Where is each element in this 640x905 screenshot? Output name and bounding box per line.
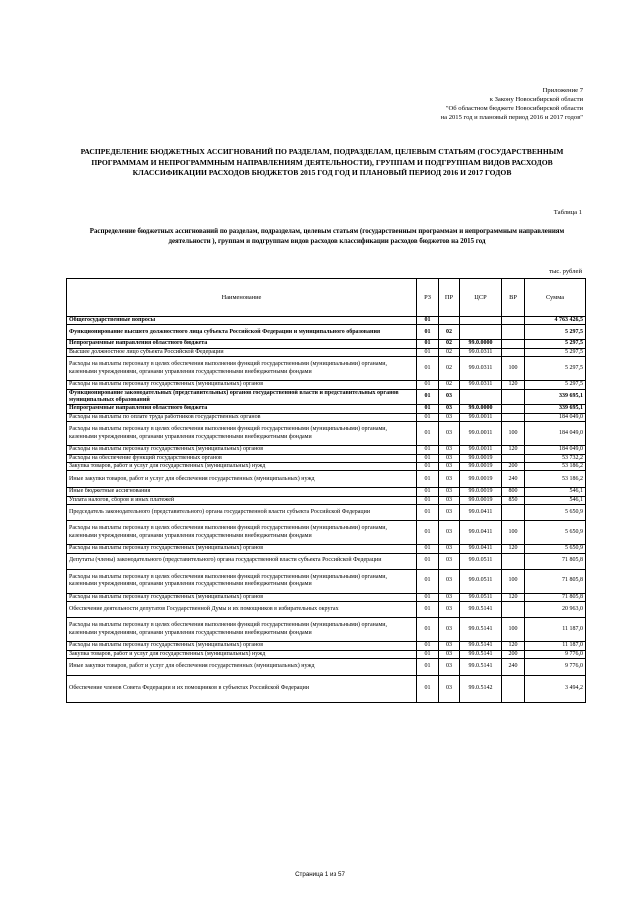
table-row <box>67 463 586 471</box>
cell-vr: 100 <box>502 618 525 642</box>
cell-sum: 9 776,0 <box>525 650 586 658</box>
cell-name: Председатель законодательного (представительного) органа государственной власти субъекта Российской Федерации <box>67 505 417 521</box>
page-footer: Страница 1 из 57 <box>295 871 345 878</box>
cell-csr <box>460 317 502 325</box>
cell-name: Непрограммные направления областного бюджета <box>67 405 417 413</box>
cell-sum: 5 297,5 <box>525 340 586 348</box>
cell-sum: 5 650,9 <box>525 545 586 553</box>
cell-rz: 01 <box>417 454 439 462</box>
cell-name: Общегосударственные вопросы <box>67 317 417 325</box>
cell-rz: 01 <box>417 405 439 413</box>
cell-rz: 01 <box>417 553 439 569</box>
cell-name: Обеспечение членов Совета Федерации и их помощников в субъектах Российской Федерации <box>67 675 417 702</box>
cell-rz: 01 <box>417 521 439 545</box>
cell-sum: 53 186,2 <box>525 471 586 488</box>
cell-rz: 01 <box>417 569 439 593</box>
header-vr: ВР <box>502 279 525 317</box>
cell-pr: 03 <box>439 602 460 618</box>
cell-name: Высшее должностное лицо субъекта Российской Федерации <box>67 348 417 356</box>
table-row <box>67 389 586 405</box>
cell-pr: 03 <box>439 496 460 504</box>
cell-sum: 71 805,8 <box>525 569 586 593</box>
cell-pr: 03 <box>439 521 460 545</box>
cell-rz: 01 <box>417 381 439 389</box>
cell-vr: 800 <box>502 488 525 496</box>
cell-rz: 01 <box>417 325 439 340</box>
cell-sum: 184 049,0 <box>525 446 586 454</box>
cell-rz: 01 <box>417 348 439 356</box>
cell-pr: 03 <box>439 618 460 642</box>
table-row <box>67 658 586 675</box>
cell-sum: 53 732,2 <box>525 454 586 462</box>
cell-sum: 339 695,1 <box>525 405 586 413</box>
attachment-line: на 2015 год и плановый период 2016 и 2017 годов" <box>440 114 583 121</box>
cell-csr: 99.0.0019 <box>460 488 502 496</box>
cell-name: Расходы на выплаты персоналу государственных (муниципальных) органов <box>67 446 417 454</box>
cell-csr: 99.0.0019 <box>460 471 502 488</box>
cell-sum: 339 695,1 <box>525 389 586 405</box>
cell-vr: 100 <box>502 422 525 446</box>
cell-rz: 01 <box>417 422 439 446</box>
table-row <box>67 569 586 593</box>
cell-csr: 99.0.0411 <box>460 505 502 521</box>
cell-vr: 200 <box>502 463 525 471</box>
cell-rz: 01 <box>417 488 439 496</box>
cell-name: Обеспечение деятельности депутатов Государственной Думы и их помощников в избирательных округах <box>67 602 417 618</box>
cell-pr: 03 <box>439 413 460 421</box>
cell-pr <box>439 317 460 325</box>
table-row <box>67 405 586 413</box>
cell-pr: 02 <box>439 340 460 348</box>
table-row <box>67 521 586 545</box>
cell-vr: 100 <box>502 569 525 593</box>
table-row <box>67 618 586 642</box>
cell-pr: 03 <box>439 389 460 405</box>
cell-rz: 01 <box>417 618 439 642</box>
cell-pr: 03 <box>439 658 460 675</box>
cell-vr <box>502 505 525 521</box>
table-row <box>67 413 586 421</box>
cell-csr: 99.0.0311 <box>460 357 502 381</box>
cell-vr <box>502 340 525 348</box>
cell-csr: 99.0.0000 <box>460 340 502 348</box>
cell-pr: 03 <box>439 593 460 601</box>
cell-csr: 99.0.5141 <box>460 650 502 658</box>
cell-pr: 02 <box>439 325 460 340</box>
cell-name: Расходы на выплаты персоналу в целях обеспечения выполнения функций государственными (муниципальными) органами, казенными учреждениями, органами управления государственными внебюджетными фондами <box>67 618 417 642</box>
cell-csr: 99.0.5141 <box>460 658 502 675</box>
cell-sum: 5 297,5 <box>525 325 586 340</box>
cell-csr: 99.0.0411 <box>460 545 502 553</box>
cell-csr: 99.0.0019 <box>460 496 502 504</box>
cell-sum: 546,1 <box>525 496 586 504</box>
cell-csr: 99.0.5141 <box>460 642 502 650</box>
cell-vr: 200 <box>502 650 525 658</box>
cell-sum: 11 187,0 <box>525 618 586 642</box>
cell-name: Функционирование высшего должностного лица субъекта Российской Федерации и муниципального образования <box>67 325 417 340</box>
table-row <box>67 553 586 569</box>
cell-rz: 01 <box>417 675 439 702</box>
cell-vr <box>502 602 525 618</box>
cell-csr: 99.0.0000 <box>460 405 502 413</box>
cell-name: Расходы на выплаты персоналу государственных (муниципальных) органов <box>67 642 417 650</box>
cell-name: Иные закупки товаров, работ и услуг для обеспечения государственных (муниципальных) нужд <box>67 471 417 488</box>
table-row <box>67 642 586 650</box>
cell-vr <box>502 325 525 340</box>
cell-sum: 5 297,5 <box>525 357 586 381</box>
cell-rz: 01 <box>417 357 439 381</box>
budget-table <box>66 278 586 703</box>
cell-name: Депутаты (члены) законодательного (представительного) органа государственной власти субъекта Российской Федерации <box>67 553 417 569</box>
table-row <box>67 446 586 454</box>
cell-name: Расходы на выплаты персоналу государственных (муниципальных) органов <box>67 545 417 553</box>
cell-vr: 120 <box>502 381 525 389</box>
cell-csr: 99.0.0511 <box>460 553 502 569</box>
cell-name: Расходы на выплаты персоналу в целях обеспечения выполнения функций государственными (муниципальными) органами, казенными учреждениями, органами управления государственными внебюджетными фондами <box>67 357 417 381</box>
cell-name: Иные бюджетные ассигнования <box>67 488 417 496</box>
cell-csr: 99.0.0311 <box>460 348 502 356</box>
cell-rz: 01 <box>417 463 439 471</box>
cell-name: Непрограммные направления областного бюджета <box>67 340 417 348</box>
cell-sum: 5 297,5 <box>525 381 586 389</box>
attachment-line: Приложение 7 <box>542 87 583 94</box>
table-row <box>67 471 586 488</box>
cell-name: Уплата налогов, сборов и иных платежей <box>67 496 417 504</box>
cell-rz: 01 <box>417 650 439 658</box>
cell-rz: 01 <box>417 545 439 553</box>
cell-pr: 03 <box>439 422 460 446</box>
cell-rz: 01 <box>417 593 439 601</box>
cell-pr: 03 <box>439 488 460 496</box>
cell-vr: 120 <box>502 545 525 553</box>
cell-sum: 546,1 <box>525 488 586 496</box>
cell-vr: 100 <box>502 521 525 545</box>
table-row <box>67 325 586 340</box>
table-number: Таблица 1 <box>553 209 582 216</box>
cell-csr: 99.0.0411 <box>460 521 502 545</box>
table-row <box>67 496 586 504</box>
cell-vr <box>502 405 525 413</box>
table-row <box>67 488 586 496</box>
table-row <box>67 505 586 521</box>
cell-pr: 03 <box>439 553 460 569</box>
cell-rz: 01 <box>417 496 439 504</box>
document-title: РАСПРЕДЕЛЕНИЕ БЮДЖЕТНЫХ АССИГНОВАНИЙ ПО РАЗДЕЛАМ, ПОДРАЗДЕЛАМ, ЦЕЛЕВЫМ СТАТЬЯМ (ГОСУДАРСТВЕННЫМ ПРОГРАММАМ И НЕПРОГРАММНЫМ НАПРАВЛЕНИЯМ ДЕЯТЕЛЬНОСТИ), ГРУППАМ И ПОДГРУППАМ ВИДОВ РАСХОДОВ КЛАССИФИКАЦИИ РАСХОДОВ БЮДЖЕТОВ 2015 ГОД ГОД И ПЛАНОВЫЙ ПЕРИОД 2016 И 2017 ГОДОВ <box>80 147 564 177</box>
table-header-row <box>67 279 586 317</box>
cell-vr: 240 <box>502 658 525 675</box>
cell-csr: 99.0.0311 <box>460 381 502 389</box>
table-row <box>67 454 586 462</box>
cell-sum: 53 186,2 <box>525 463 586 471</box>
cell-pr: 03 <box>439 569 460 593</box>
cell-vr <box>502 413 525 421</box>
cell-name: Расходы на выплаты персоналу в целях обеспечения выполнения функций государственными (муниципальными) органами, казенными учреждениями, органами управления государственными внебюджетными фондами <box>67 422 417 446</box>
cell-csr: 99.0.0511 <box>460 593 502 601</box>
cell-vr <box>502 454 525 462</box>
cell-sum: 5 650,9 <box>525 521 586 545</box>
cell-vr: 120 <box>502 593 525 601</box>
cell-sum: 71 805,8 <box>525 593 586 601</box>
table-row <box>67 675 586 702</box>
units-label: тыс. рублей <box>549 268 582 275</box>
table-row <box>67 381 586 389</box>
cell-vr <box>502 675 525 702</box>
table-row <box>67 340 586 348</box>
cell-name: Расходы на выплаты по оплате труда работников государственных органов <box>67 413 417 421</box>
cell-pr: 03 <box>439 505 460 521</box>
table-row <box>67 602 586 618</box>
cell-pr: 02 <box>439 357 460 381</box>
cell-vr <box>502 317 525 325</box>
cell-name: Расходы на выплаты персоналу государственных (муниципальных) органов <box>67 381 417 389</box>
cell-pr: 02 <box>439 348 460 356</box>
table-subtitle: Распределение бюджетных ассигнований по разделам, подразделам, целевым статьям (государственным программам и непрограммным направлениям деятельности ), группам и подгруппам видов расходов классификации расходов бюджетов на 2015 год <box>89 228 565 245</box>
cell-pr: 03 <box>439 454 460 462</box>
cell-pr: 02 <box>439 381 460 389</box>
cell-csr <box>460 325 502 340</box>
table-row <box>67 593 586 601</box>
cell-pr: 03 <box>439 446 460 454</box>
cell-rz: 01 <box>417 505 439 521</box>
cell-vr: 120 <box>502 446 525 454</box>
cell-csr: 99.0.0011 <box>460 422 502 446</box>
table-row <box>67 317 586 325</box>
cell-pr: 03 <box>439 675 460 702</box>
cell-vr: 100 <box>502 357 525 381</box>
cell-sum: 11 187,0 <box>525 642 586 650</box>
cell-sum: 184 049,0 <box>525 422 586 446</box>
table-body <box>67 317 586 703</box>
cell-sum: 3 494,2 <box>525 675 586 702</box>
table-row <box>67 422 586 446</box>
cell-sum: 9 776,0 <box>525 658 586 675</box>
cell-vr: 120 <box>502 642 525 650</box>
cell-rz: 01 <box>417 446 439 454</box>
cell-vr: 240 <box>502 471 525 488</box>
cell-csr: 99.0.5142 <box>460 675 502 702</box>
cell-vr <box>502 389 525 405</box>
attachment-line: к Закону Новосибирской области <box>489 96 583 103</box>
cell-csr <box>460 389 502 405</box>
cell-csr: 99.0.0511 <box>460 569 502 593</box>
cell-csr: 99.0.5141 <box>460 618 502 642</box>
cell-vr <box>502 553 525 569</box>
cell-name: Расходы на выплаты персоналу в целях обеспечения выполнения функций государственными (муниципальными) органами, казенными учреждениями, органами управления государственными внебюджетными фондами <box>67 569 417 593</box>
cell-pr: 03 <box>439 463 460 471</box>
attachment-note <box>283 86 583 122</box>
cell-name: Расходы на выплаты персоналу государственных (муниципальных) органов <box>67 593 417 601</box>
cell-name: Расходы на обеспечение функций государственных органов <box>67 454 417 462</box>
cell-csr: 99.0.0019 <box>460 463 502 471</box>
cell-sum: 184 049,0 <box>525 413 586 421</box>
cell-csr: 99.0.0011 <box>460 413 502 421</box>
cell-pr: 03 <box>439 545 460 553</box>
cell-sum: 5 297,5 <box>525 348 586 356</box>
cell-rz: 01 <box>417 413 439 421</box>
cell-sum: 71 805,8 <box>525 553 586 569</box>
cell-name: Функционирование законодательных (представительных) органов государственной власти и представительных органов муниципальных образований <box>67 389 417 405</box>
header-sum: Сумма <box>525 279 586 317</box>
cell-vr <box>502 348 525 356</box>
cell-csr: 99.0.0019 <box>460 454 502 462</box>
cell-rz: 01 <box>417 389 439 405</box>
header-pr: ПР <box>439 279 460 317</box>
cell-pr: 03 <box>439 650 460 658</box>
cell-rz: 01 <box>417 317 439 325</box>
table-row <box>67 357 586 381</box>
cell-rz: 01 <box>417 642 439 650</box>
header-rz: РЗ <box>417 279 439 317</box>
cell-rz: 01 <box>417 471 439 488</box>
cell-pr: 03 <box>439 642 460 650</box>
table-row <box>67 650 586 658</box>
cell-pr: 03 <box>439 405 460 413</box>
cell-vr: 850 <box>502 496 525 504</box>
cell-rz: 01 <box>417 340 439 348</box>
table-row <box>67 348 586 356</box>
header-name: Наименование <box>67 279 417 317</box>
cell-name: Иные закупки товаров, работ и услуг для обеспечения государственных (муниципальных) нужд <box>67 658 417 675</box>
cell-csr: 99.0.0011 <box>460 446 502 454</box>
cell-name: Расходы на выплаты персоналу в целях обеспечения выполнения функций государственными (муниципальными) органами, казенными учреждениями, органами управления государственными внебюджетными фондами <box>67 521 417 545</box>
cell-rz: 01 <box>417 658 439 675</box>
attachment-line: "Об областном бюджете Новосибирской области <box>445 105 583 112</box>
cell-sum: 5 650,9 <box>525 505 586 521</box>
table-row <box>67 545 586 553</box>
cell-sum: 20 963,0 <box>525 602 586 618</box>
cell-pr: 03 <box>439 471 460 488</box>
cell-csr: 99.0.5141 <box>460 602 502 618</box>
cell-name: Закупка товаров, работ и услуг для государственных (муниципальных) нужд <box>67 650 417 658</box>
cell-rz: 01 <box>417 602 439 618</box>
cell-name: Закупка товаров, работ и услуг для государственных (муниципальных) нужд <box>67 463 417 471</box>
header-csr: ЦСР <box>460 279 502 317</box>
cell-sum: 4 763 426,5 <box>525 317 586 325</box>
